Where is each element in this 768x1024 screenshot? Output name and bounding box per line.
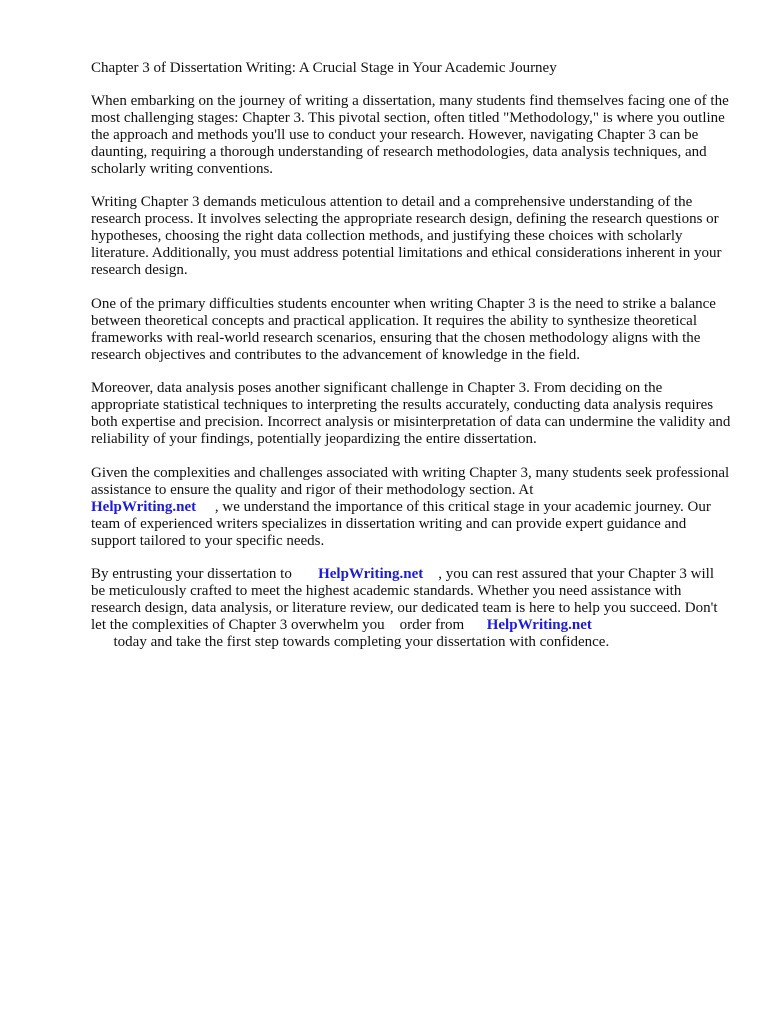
paragraph-assistance-text-a: Given the complexities and challenges associated with writing Chapter 3, many students seek professional assistance to ensure the quality and rigor of their methodology section. At — [91, 464, 730, 498]
paragraph-assistance-text-b: , we understand the importance of this critical stage in your academic journey. Our team of experienced writers specializes in dissertation writing and can provide expert guidance and support tailored to your specific needs. — [91, 498, 711, 549]
paragraph-data-analysis: Moreover, data analysis poses another significant challenge in Chapter 3. From deciding on the appropriate statistical techniques to interpreting the results accurately, conducting data analysis requires both expertise and precision. Incorrect analysis or misinterpretation of data can undermine the validity and reliability of your findings, potentially jeopardizing the entire dissertation. — [91, 380, 731, 448]
paragraph-intro: When embarking on the journey of writing a dissertation, many students find themselves facing one of the most challenging stages: Chapter 3. This pivotal section, often titled "Methodology," is where you outline the approach and methods you'll use to conduct your research. However, navigating Chapter 3 can be daunting, requiring a thorough understanding of research methodologies, data analysis techniques, and scholarly writing conventions. — [91, 93, 729, 177]
paragraph-closing-text-b: , you can rest assured that your Chapter 3 will be meticulously crafted to meet the highest academic standards. Whether you need assistance with research design, data analysis, or literature review, our dedicated team is here to help you succeed. Don't let the complexities of Chapter 3 overwhelm you — [91, 566, 718, 634]
paragraph-assistance — [91, 465, 731, 550]
helpwriting-link[interactable]: HelpWriting.net — [486, 617, 592, 634]
paragraph-closing-text-c: order from — [399, 617, 465, 634]
paragraph-requirements: Writing Chapter 3 demands meticulous attention to detail and a comprehensive understanding of the research process. It involves selecting the appropriate research design, defining the research questions or hypotheses, choosing the right data collection methods, and justifying these choices with scholarly literature. Additionally, you must address potential limitations and ethical considerations inherent in your research design. — [91, 194, 722, 279]
paragraph-closing-text-d: today and take the first step towards completing your dissertation with confidence. — [113, 633, 610, 650]
helpwriting-link[interactable]: HelpWriting.net — [318, 566, 424, 583]
helpwriting-link[interactable]: HelpWriting.net — [91, 498, 197, 515]
paragraph-closing — [91, 566, 731, 651]
document-title: Chapter 3 of Dissertation Writing: A Crucial Stage in Your Academic Journey — [91, 60, 557, 76]
paragraph-difficulties: One of the primary difficulties students encounter when writing Chapter 3 is the need to strike a balance between theoretical concepts and practical application. It requires the ability to synthesize theoretical frameworks with real-world research scenarios, ensuring that the chosen methodology aligns with the research objectives and contributes to the advancement of knowledge in the field. — [91, 295, 716, 363]
paragraph-closing-text-a: By entrusting your dissertation to — [91, 566, 292, 583]
document-page — [91, 60, 731, 668]
